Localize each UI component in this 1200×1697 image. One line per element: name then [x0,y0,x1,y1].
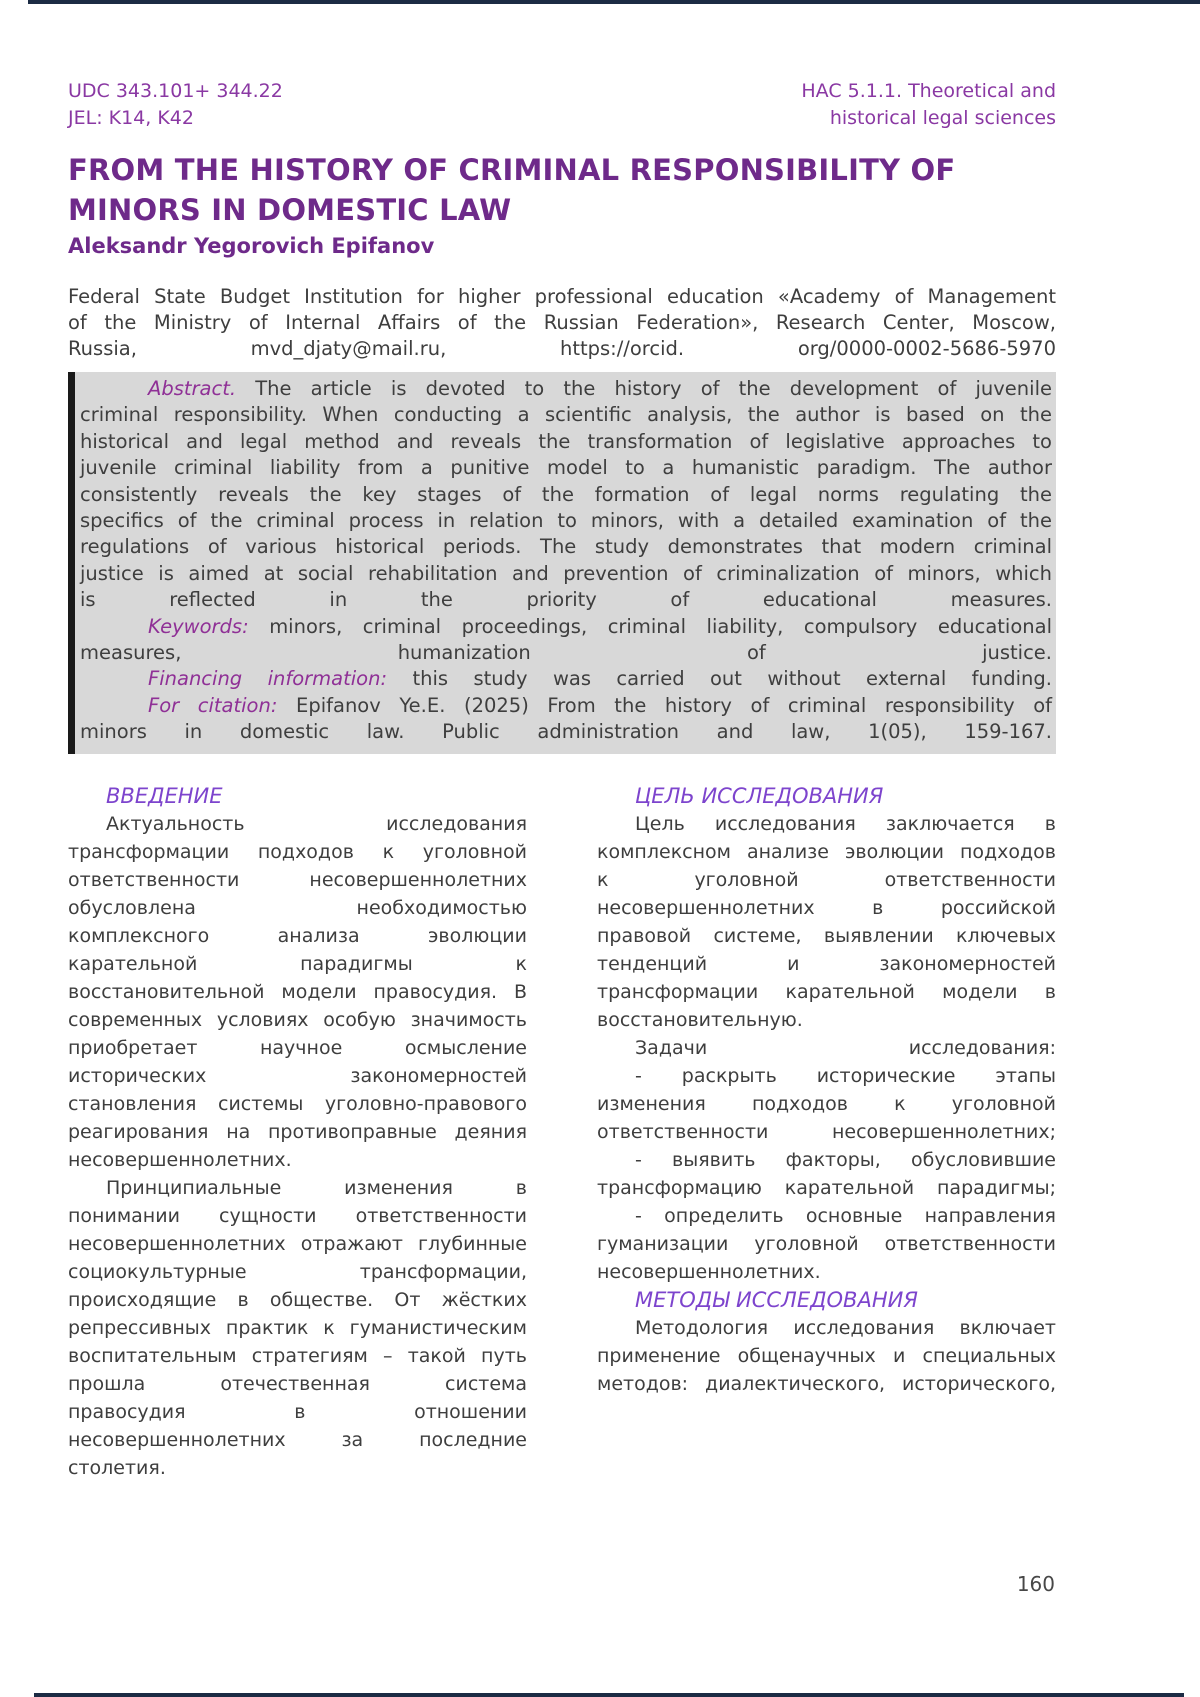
abstract-text: The article is devoted to the history of the development of juvenile criminal responsibility. When conducting a scientific analysis, the author is based on the historical and legal method and reveals the transformation of legislative approaches to juvenile criminal liability from a punitive model to a humanistic paradigm. The author consistently reveals the key stages of the formation of legal norms regulating the specifics of the criminal process in relation to minors, with a detailed examination of the regulations of various historical periods. The study demonstrates that modern criminal justice is aimed at social rehabilitation and prevention of criminalization of minors, which is reflected in the priority of educational measures. [80,377,1052,612]
article-title: FROM THE HISTORY OF CRIMINAL RESPONSIBILITY OF MINORS IN DOMESTIC LAW [68,153,956,227]
two-column-body [68,782,1056,1482]
citation-label: For citation: [148,693,278,717]
page-top-edge-line [28,0,1200,4]
financing-label: Financing information: [148,667,388,691]
body-paragraph: Цель исследования заключается в комплексном анализе эволюции подходов к уголовной ответственности несовершеннолетних в российской правовой системе, выявлении ключевых тенденций и закономерностей трансформации карательной модели в восстановительную. [597,813,1056,1031]
body-paragraph: Методология исследования включает применение общенаучных и специальных методов: диалектического, исторического, [597,1317,1056,1395]
hac-block [801,78,1056,132]
jel-line: JEL: K14, K42 [68,107,194,129]
keywords-text: minors, criminal proceedings, criminal liability, compulsory educational measures, humanization of justice. [80,614,1052,665]
list-item: - выявить факторы, обусловившие трансформацию карательной парадигмы; [597,1149,1056,1199]
section-heading-introduction: ВВЕДЕНИЕ [106,784,223,808]
keywords-paragraph [80,614,1052,667]
page-content [68,78,1056,1482]
abstract-block [68,372,1056,754]
header-meta [68,78,1056,132]
affiliation: Federal State Budget Institution for higher professional education «Academy of Management of the Ministry of Internal Affairs of the Russian Federation», Research Center, Moscow, Russia, mvd_djaty@mail.ru, https://orcid. org/0000-0002-5686-5970 [68,285,1056,360]
list-item: - раскрыть исторические этапы изменения подходов к уголовной ответственности несовершеннолетних; [597,1065,1056,1143]
hac-line-2: historical legal sciences [829,107,1056,129]
keywords-label: Keywords: [148,614,249,638]
page-number: 160 [1016,1572,1055,1596]
citation-paragraph [80,693,1052,746]
financing-text: this study was carried out without external funding. [412,667,1052,691]
udc-line: UDC 343.101+ 344.22 [68,80,283,102]
body-paragraph: Задачи исследования: [635,1037,1056,1059]
section-heading-research-methods: МЕТОДЫ ИССЛЕДОВАНИЯ [635,1288,918,1312]
list-item: - определить основные направления гуманизации уголовной ответственности несовершеннолетних. [597,1205,1056,1283]
left-column [68,782,527,1482]
udc-jel-block [68,78,283,132]
financing-paragraph [80,666,1052,692]
body-paragraph: Актуальность исследования трансформации подходов к уголовной ответственности несовершеннолетних обусловлена необходимостью комплексного анализа эволюции карательной парадигмы к восстановительной модели правосудия. В современных условиях особую значимость приобретает научное осмысление исторических закономерностей становления системы уголовно-правового реагирования на противоправные деяния несовершеннолетних. [68,813,527,1171]
abstract-label: Abstract. [148,377,237,400]
citation-text: Epifanov Ye.E. (2025) From the history of criminal responsibility of minors in domestic law. Public administration and law, 1(05), 159-167. [80,693,1053,744]
section-heading-research-goal: ЦЕЛЬ ИССЛЕДОВАНИЯ [635,784,884,808]
hac-line-1: HAC 5.1.1. Theoretical and [801,80,1056,102]
right-column [597,782,1056,1482]
article-author: Aleksandr Yegorovich Epifanov [68,234,435,258]
body-paragraph: Принципиальные изменения в понимании сущности ответственности несовершеннолетних отражают глубинные социокультурные трансформации, происходящие в обществе. От жёстких репрессивных практик к гуманистическим воспитательным стратегиям – такой путь прошла отечественная система правосудия в отношении несовершеннолетних за последние столетия. [68,1177,527,1479]
abstract-paragraph [80,376,1052,614]
page-bottom-edge-line [34,1693,1184,1697]
